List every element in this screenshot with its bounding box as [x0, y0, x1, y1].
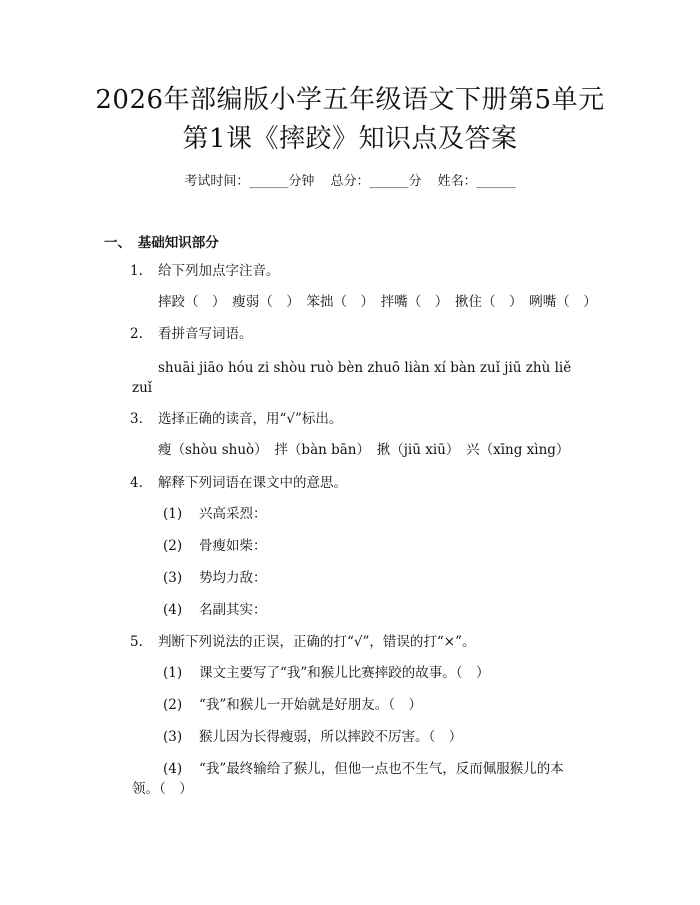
sub-question-number: (1)	[163, 506, 183, 522]
sub-question-text: 课文主要写了“我”和猴儿比赛摔跤的故事。（ ）	[199, 665, 490, 681]
question-text: 解释下列词语在课文中的意思。	[158, 475, 347, 491]
exam-time-field: 考试时间：______分钟	[184, 174, 315, 189]
sub-question-text: 势均力敌：	[199, 570, 267, 586]
pronunciation-options: 瘦（shòu shuò） 拌（bàn bān） 揪（jiū xiū） 兴（xīng xìng）	[158, 442, 570, 458]
total-score-field: 总分：______分	[330, 174, 422, 189]
sub-question-number: (2)	[163, 697, 183, 713]
sub-question-number: (3)	[163, 729, 183, 745]
document-title-line2: 第1课《摔跤》知识点及答案	[182, 124, 518, 154]
name-field: 姓名：______	[437, 174, 516, 189]
sub-question-text: 兴高采烈：	[199, 506, 267, 522]
sub-question-number: (4)	[163, 761, 183, 777]
sub-question-number: (2)	[163, 538, 183, 554]
sub-question-number: (3)	[163, 570, 183, 586]
sub-question-text-wrap: 领。（ ）	[132, 781, 193, 797]
pinyin-text-wrap: zuǐ	[132, 380, 153, 396]
sub-question-text: “我”最终输给了猴儿，但他一点也不生气，反而佩服猴儿的本	[199, 761, 564, 777]
question-text: 选择正确的读音，用“√”标出。	[158, 411, 343, 427]
question-number: 5.	[130, 634, 143, 650]
question-text: 看拼音写词语。	[158, 326, 253, 342]
question-number: 2.	[130, 326, 143, 342]
sub-question-text: 猴儿因为长得瘦弱，所以摔跤不厉害。（ ）	[199, 729, 463, 745]
sub-question-number: (4)	[163, 602, 183, 618]
sub-question-text: “我”和猴儿一开始就是好朋友。（ ）	[199, 697, 423, 713]
question-number: 1.	[130, 263, 143, 279]
question-text: 给下列加点字注音。	[158, 263, 280, 279]
question-number: 4.	[130, 475, 143, 491]
exam-info-row	[0, 170, 700, 189]
sub-question-number: (1)	[163, 665, 183, 681]
sub-question-text: 骨瘦如柴：	[199, 538, 267, 554]
word-list: 摔跤（ ） 瘦弱（ ） 笨拙（ ） 拌嘴（ ） 揪住（ ） 咧嘴（ ）	[158, 294, 597, 310]
sub-question-text: 名副其实：	[199, 602, 267, 618]
pinyin-text: shuāi jiāo hóu zi shòu ruò bèn zhuō liàn xí bàn zuǐ jiū zhù liě	[158, 360, 572, 376]
question-text: 判断下列说法的正误，正确的打“√”，错误的打“×”。	[158, 634, 476, 650]
document-title-line1: 2026年部编版小学五年级语文下册第5单元	[95, 85, 605, 115]
question-number: 3.	[130, 411, 143, 427]
section-heading-basic: 一、 基础知识部分	[104, 235, 219, 251]
